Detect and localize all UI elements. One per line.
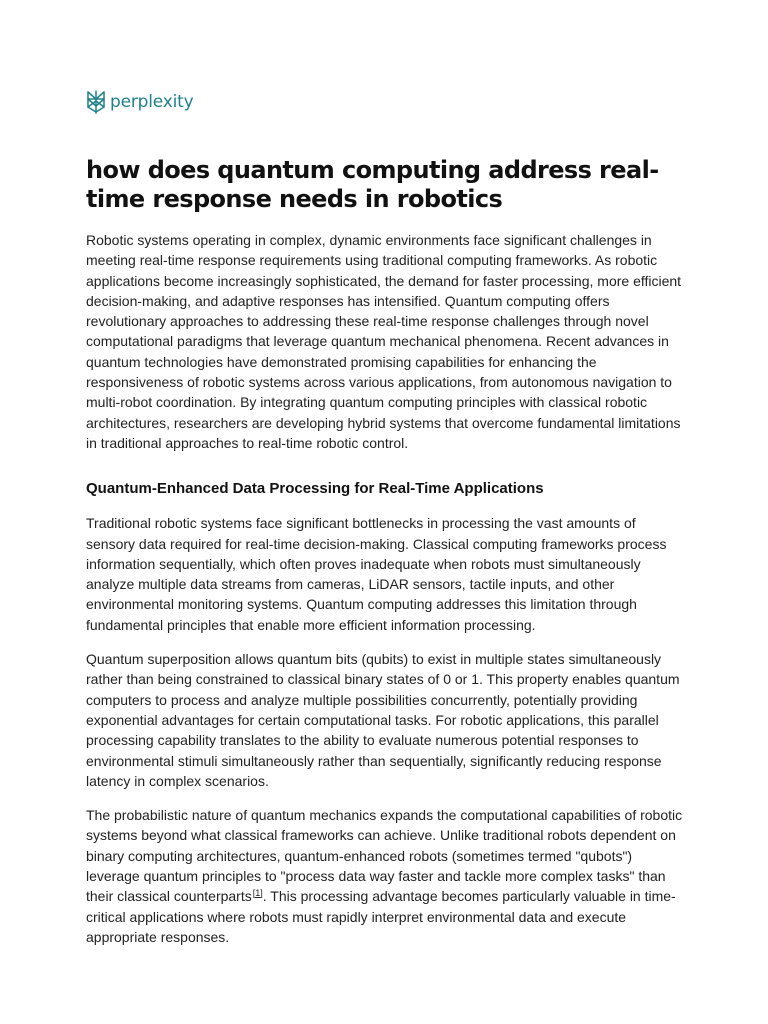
paragraph-text: . This processing advantage becomes particularly valuable in time-critical applications where robots must rapidly interpret environmental data and execute appropriate responses. (86, 888, 676, 945)
paragraph-text: The probabilistic nature of quantum mechanics expands the computational capabilities of robotic systems beyond what classical frameworks can achieve. Unlike traditional robots dependent on binary computing architectures, quantum-enhanced robots (sometimes termed "qubots") leverage quantum principles to "process data way faster and tackle more complex tasks" than their classical counterparts (86, 807, 683, 905)
intro-paragraph: Robotic systems operating in complex, dynamic environments face significant challenges in meeting real-time response requirements using traditional computing frameworks. As robotic applications become increasingly sophisticated, the demand for faster processing, more efficient decision-making, and adaptive responses has intensified. Quantum computing offers revolutionary approaches to addressing these real-time response challenges through novel computational paradigms that leverage quantum mechanical phenomena. Recent advances in quantum technologies have demonstrated promising capabilities for enhancing the responsiveness of robotic systems across various applications, from autonomous navigation to multi-robot coordination. By integrating quantum computing principles with classical robotic architectures, researchers are developing hybrid systems that overcome fundamental limitations in traditional approaches to real-time robotic control. (86, 232, 682, 451)
section-paragraph-2: Quantum superposition allows quantum bits (qubits) to exist in multiple states simultaneously rather than being constrained to classical binary states of 0 or 1. This property enables quantum computers to process and analyze multiple possibilities concurrently, potentially providing exponential advantages for certain computational tasks. For robotic applications, this parallel processing capability translates to the ability to evaluate numerous potential responses to environmental stimuli simultaneously rather than sequentially, significantly reducing response latency in complex scenarios. (86, 651, 680, 789)
brand-name: perplexity (110, 92, 194, 112)
article-body (86, 230, 686, 961)
brand-logo[interactable] (86, 89, 193, 115)
section-heading: Quantum-Enhanced Data Processing for Real-Time Applications (86, 480, 544, 498)
section-paragraph-1: Traditional robotic systems face significant bottlenecks in processing the vast amounts of sensory data required for real-time decision-making. Classical computing frameworks process information sequentially, which often proves inadequate when robots must simultaneously analyze multiple data streams from cameras, LiDAR sensors, tactile inputs, and other environmental monitoring systems. Quantum computing addresses this limitation through fundamental principles that enable more efficient information processing. (86, 515, 667, 633)
perplexity-logo-icon (86, 90, 106, 114)
citation-link[interactable]: [1] (252, 887, 263, 898)
section-paragraph-3 (86, 805, 686, 947)
page-title: how does quantum computing address real-time response needs in robotics (86, 156, 659, 213)
